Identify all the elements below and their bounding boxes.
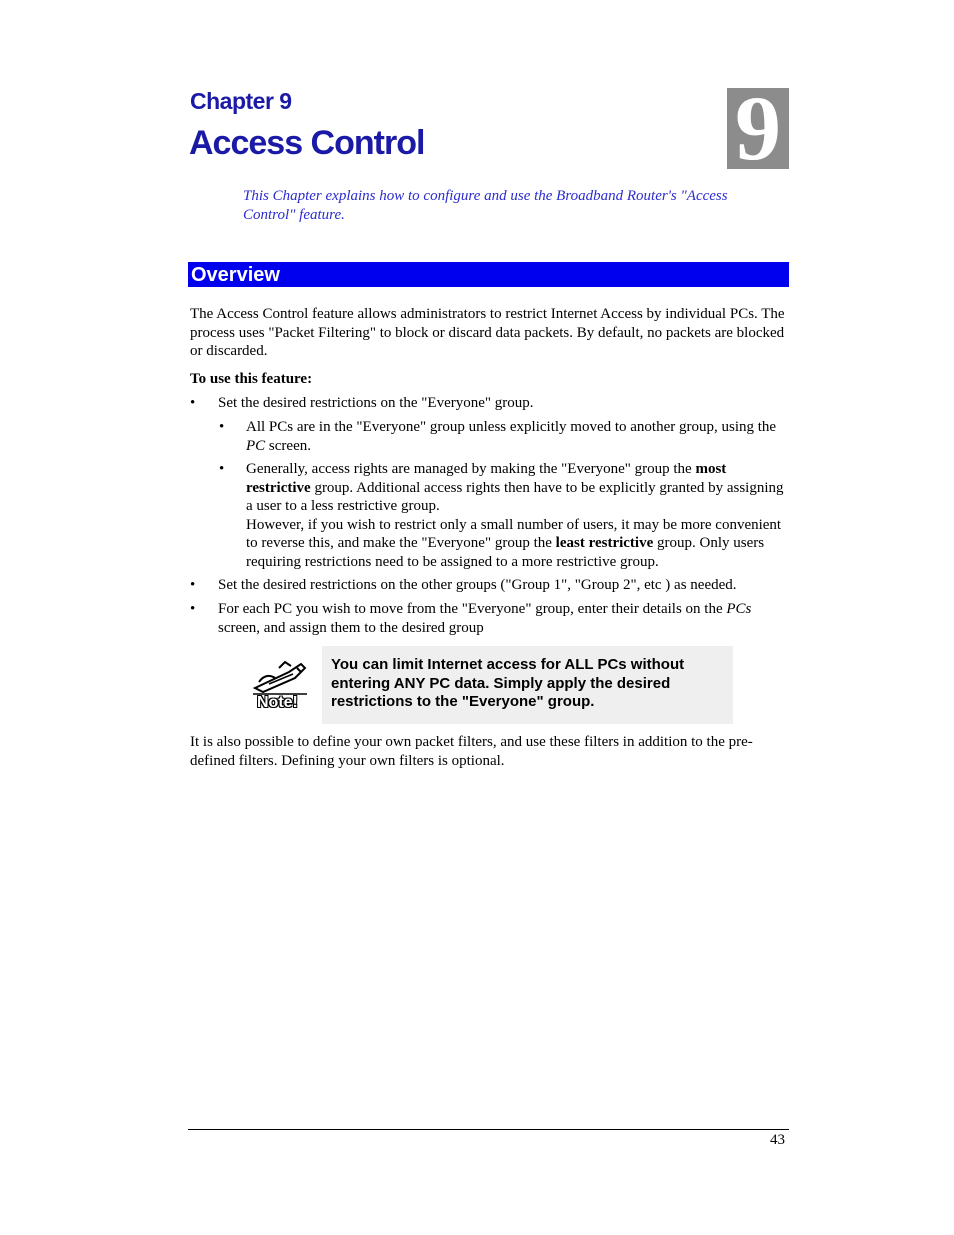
bullet-icon: • <box>190 395 196 411</box>
list-item: All PCs are in the "Everyone" group unless explicitly moved to another group, using the PC screen. <box>246 419 777 454</box>
bullet-icon: • <box>219 419 225 435</box>
chapter-number-badge: 9 <box>727 88 789 169</box>
closing-paragraph: It is also possible to define your own packet filters, and use these filters in addition to the pre-defined filters. Defining your own filters is optional. <box>190 734 753 769</box>
list-item: Set the desired restrictions on the "Everyone" group. <box>218 395 534 411</box>
bullet-icon: • <box>190 601 196 617</box>
bullet-icon: • <box>219 461 225 477</box>
chapter-title: Access Control <box>189 124 425 162</box>
page-number: 43 <box>770 1132 785 1148</box>
note-label: Note! <box>257 694 298 711</box>
list-item: Generally, access rights are managed by making the "Everyone" group the most restrictive group. Additional access rights then have to be explicitly granted by assigning a user to a less restrictive group. However, if you wish to restrict only a small number of users, it may be more convenient to reverse this, and make the "Everyone" group the least restrictive group. Only users requiring restrictions need to be assigned to a more restrictive group. <box>246 461 784 570</box>
section-title: Overview <box>191 264 280 286</box>
overview-paragraph: The Access Control feature allows administrators to restrict Internet Access by individual PCs. The process uses "Packet Filtering" to block or discard data packets. By default, no packets are blocked or discarded. <box>190 306 785 359</box>
bullet-icon: • <box>190 577 196 593</box>
list-item: Set the desired restrictions on the other groups ("Group 1", "Group 2", etc ) as needed. <box>218 577 737 593</box>
note-text: You can limit Internet access for ALL PCs without entering ANY PC data. Simply apply the desired restrictions to the "Everyone" group. <box>331 656 685 710</box>
chapter-intro: This Chapter explains how to configure and use the Broadband Router's "Access Control" feature. <box>243 188 728 223</box>
chapter-label: Chapter 9 <box>190 88 292 114</box>
procedure-heading: To use this feature: <box>190 371 313 387</box>
list-item: For each PC you wish to move from the "Everyone" group, enter their details on the PCs screen, and assign them to the desired group <box>218 601 752 636</box>
footer-divider <box>188 1129 789 1130</box>
